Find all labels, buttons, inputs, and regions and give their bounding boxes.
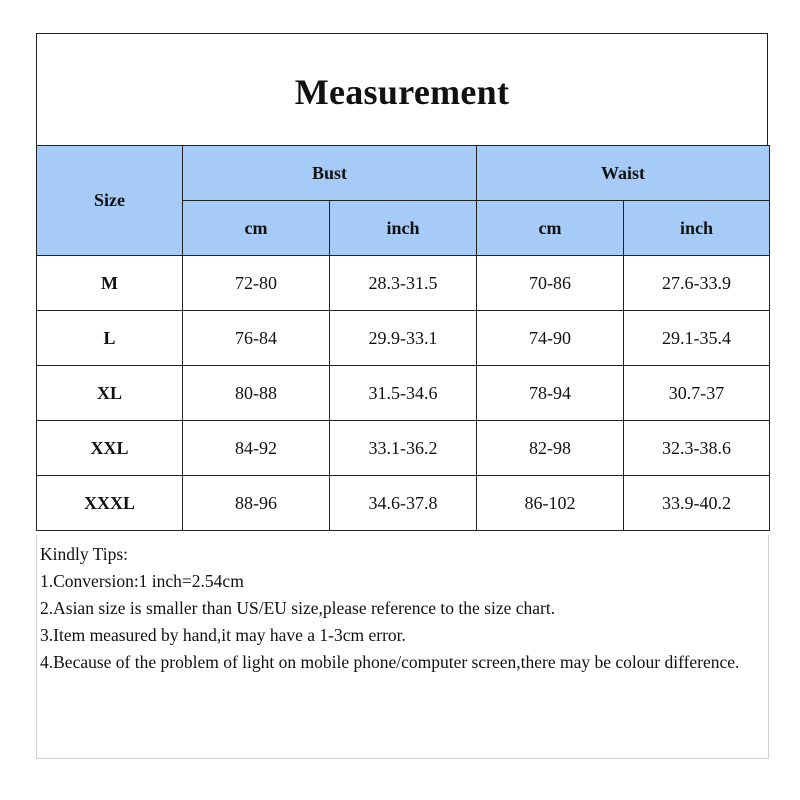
bust-inch-cell: 31.5-34.6 <box>330 366 477 421</box>
header-bust-cm: cm <box>183 201 330 256</box>
header-waist-inch: inch <box>624 201 770 256</box>
waist-inch-cell: 27.6-33.9 <box>624 256 770 311</box>
header-size: Size <box>37 146 183 256</box>
table-row <box>37 421 770 476</box>
waist-cm-cell: 74-90 <box>477 311 624 366</box>
tips-heading: Kindly Tips: <box>40 544 129 564</box>
bust-inch-cell: 28.3-31.5 <box>330 256 477 311</box>
size-cell: L <box>37 311 183 366</box>
waist-inch-cell: 32.3-38.6 <box>624 421 770 476</box>
bust-inch-cell: 33.1-36.2 <box>330 421 477 476</box>
table-row <box>37 256 770 311</box>
header-waist: Waist <box>477 146 770 201</box>
bust-cm-cell: 88-96 <box>183 476 330 531</box>
size-cell: M <box>37 256 183 311</box>
size-cell: XL <box>37 366 183 421</box>
tip-item: 4.Because of the problem of light on mobile phone/computer screen,there may be colour difference. <box>40 652 740 672</box>
table-row <box>37 476 770 531</box>
waist-cm-cell: 86-102 <box>477 476 624 531</box>
tip-item: 2.Asian size is smaller than US/EU size,please reference to the size chart. <box>40 598 556 618</box>
size-chart <box>36 33 768 759</box>
tip-item: 3.Item measured by hand,it may have a 1-3cm error. <box>40 625 406 645</box>
size-table <box>36 145 770 531</box>
header-bust-inch: inch <box>330 201 477 256</box>
table-row <box>37 366 770 421</box>
tips-section <box>36 535 769 759</box>
title-box <box>36 33 768 145</box>
bust-cm-cell: 84-92 <box>183 421 330 476</box>
bust-inch-cell: 34.6-37.8 <box>330 476 477 531</box>
header-bust: Bust <box>183 146 477 201</box>
size-cell: XXXL <box>37 476 183 531</box>
waist-cm-cell: 78-94 <box>477 366 624 421</box>
waist-inch-cell: 29.1-35.4 <box>624 311 770 366</box>
table-row <box>37 311 770 366</box>
waist-inch-cell: 33.9-40.2 <box>624 476 770 531</box>
size-cell: XXL <box>37 421 183 476</box>
waist-inch-cell: 30.7-37 <box>624 366 770 421</box>
bust-cm-cell: 76-84 <box>183 311 330 366</box>
bust-cm-cell: 72-80 <box>183 256 330 311</box>
page-title: Measurement <box>294 71 510 112</box>
waist-cm-cell: 82-98 <box>477 421 624 476</box>
tip-item: 1.Conversion:1 inch=2.54cm <box>40 571 244 591</box>
waist-cm-cell: 70-86 <box>477 256 624 311</box>
header-waist-cm: cm <box>477 201 624 256</box>
header-row-groups <box>37 146 770 201</box>
bust-inch-cell: 29.9-33.1 <box>330 311 477 366</box>
bust-cm-cell: 80-88 <box>183 366 330 421</box>
